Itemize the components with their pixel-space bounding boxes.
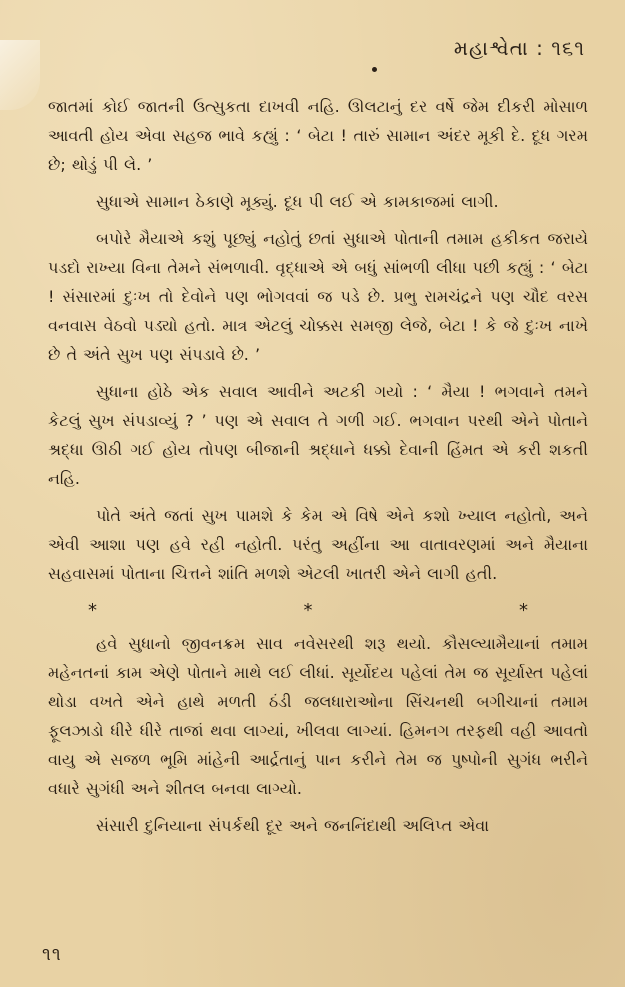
paragraph-4: સુધાના હોઠે એક સવાલ આવીને અટકી ગયો : ‘ મૈયા ! ભગવાને તમને કેટલું સુખ સંપડાવ્યું ? ’ પણ એ સવાલ તે ગળી ગઈ. ભગવાન પરથી એને પોતાને શ્રદ્ધા ઊઠી ગઈ હોય તોપણ બીજાની શ્રદ્ધાને ધક્કો દેવાની હિંમત એ કરી શકતી નહિ. — [48, 382, 588, 488]
page-number: ૧૧ — [42, 944, 62, 965]
paragraph-2: સુધાએ સામાન ઠેકાણે મૂક્યું. દૂધ પી લઈ એ કામકાજમાં લાગી. — [96, 192, 499, 211]
separator-star: * — [519, 600, 528, 621]
page-corner-fold — [0, 40, 40, 110]
paragraph-1: જાતમાં કોઈ જાતની ઉત્સુકતા દાખવી નહિ. ઊલટાનું દર વર્ષે જેમ દીકરી મોસાળ આવતી હોય એવા સહજ ભાવે કહ્યું : ‘ બેટા ! તારું સામાન અંદર મૂકી દે. દૂધ ગરમ છે; થોડું પી લે. ’ — [48, 97, 588, 174]
paragraph-6: હવે સુધાનો જીવનક્રમ સાવ નવેસરથી શરૂ થયો. કૌસલ્યામૈયાનાં તમામ મહેનતનાં કામ એણે પોતાને માથે લઈ લીધાં. સૂર્યોદય પહેલાં તેમ જ સૂર્યાસ્ત પહેલાં થોડા વખતે એને હાથે મળતી ઠંડી જલધારાઓના સિંચનથી બગીચાનાં તમામ ફૂલઝાડો ધીરે ધીરે તાજાં થવા લાગ્યાં, ખીલવા લાગ્યાં. હિમનગ તરફથી વહી આવતો વાયુ એ સજળ ભૂમિ માંહેની આર્દ્રતાનું પાન કરીને તેમ જ પુષ્પોની સુગંધ ભરીને વધારે સુગંધી અને શીતલ બનવા લાગ્યો. — [48, 634, 588, 798]
paragraph-5: પોતે અંતે જતાં સુખ પામશે કે કેમ એ વિષે એને કશો ખ્યાલ નહોતો, અને એવી આશા પણ હવે રહી નહોતી. પરંતુ અહીંના આ વાતાવરણમાં અને મૈયાના સહવાસમાં પોતાના ચિત્તને શાંતિ મળશે એટલી ખાતરી એને લાગી હતી. — [48, 506, 588, 583]
paragraph-7: સંસારી દુનિયાના સંપર્કથી દૂર અને જનનિંદાથી અલિપ્ત એવા — [96, 816, 490, 835]
ink-dot — [372, 67, 377, 72]
section-separator — [48, 596, 588, 629]
running-head: મહાશ્વેતા : ૧૬૧ — [453, 36, 585, 60]
paragraph-3: બપોરે મૈયાએ કશું પૂછ્યું નહોતું છતાં સુધાએ પોતાની તમામ હકીકત જરાયે પડદો રાખ્યા વિના તેમને સંભળાવી. વૃદ્ધાએ એ બધું સાંભળી લીધા પછી કહ્યું : ‘ બેટા ! સંસારમાં દુઃખ તો દેવોને પણ ભોગવવાં જ પડે છે. પ્રભુ રામચંદ્રને પણ ચૌદ વરસ વનવાસ વેઠવો પડ્યો હતો. માત્ર એટલું ચોક્કસ સમજી લેજે, બેટા ! કે જે દુઃખ નાખે છે તે અંતે સુખ પણ સંપડાવે છે. ’ — [48, 229, 588, 364]
page-body — [48, 92, 588, 848]
separator-star: * — [88, 600, 97, 621]
separator-star: * — [303, 600, 313, 621]
